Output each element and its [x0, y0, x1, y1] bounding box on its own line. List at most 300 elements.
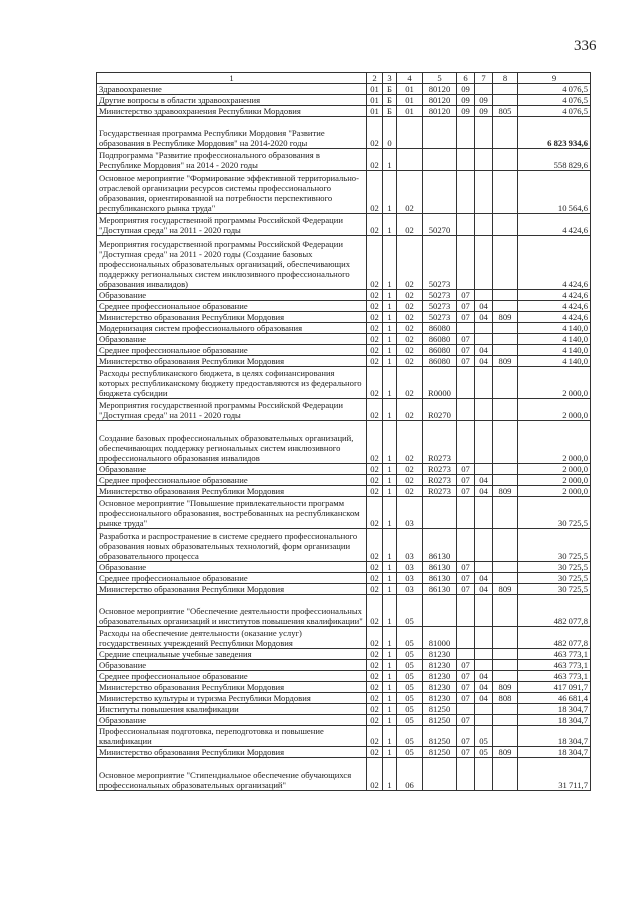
activity-code-cell: 01 [397, 95, 423, 106]
table-row [97, 692, 591, 703]
activity-code-cell: 02 [397, 366, 423, 398]
activity-code-cell: 02 [397, 344, 423, 355]
row-name-cell: Образование [97, 289, 367, 300]
ministry-code-cell [493, 594, 518, 626]
col-header-name: 1 [97, 73, 367, 84]
direction-code-cell: 81250 [423, 725, 457, 747]
amount-cell: 4 076,5 [518, 106, 591, 117]
section-code-cell: 07 [457, 725, 475, 747]
table-row [97, 627, 591, 649]
subprogram-code-cell: 1 [383, 648, 397, 659]
program-code-cell: 02 [367, 300, 383, 311]
program-code-cell: 02 [367, 399, 383, 421]
activity-code-cell: 03 [397, 572, 423, 583]
direction-code-cell [423, 149, 457, 171]
amount-cell: 4 424,6 [518, 289, 591, 300]
table-row [97, 681, 591, 692]
program-code-cell: 02 [367, 355, 383, 366]
amount-cell: 2 000,0 [518, 366, 591, 398]
activity-code-cell: 01 [397, 84, 423, 95]
subprogram-code-cell: 1 [383, 725, 397, 747]
direction-code-cell: 50273 [423, 289, 457, 300]
amount-cell: 4 140,0 [518, 322, 591, 333]
ministry-code-cell [493, 420, 518, 463]
subprogram-code-cell: Б [383, 106, 397, 117]
program-code-cell: 02 [367, 496, 383, 528]
program-code-cell: 02 [367, 758, 383, 790]
activity-code-cell: 05 [397, 725, 423, 747]
section-code-cell: 07 [457, 572, 475, 583]
row-name-cell: Министерство образования Республики Мордовия [97, 747, 367, 758]
subprogram-code-cell: 1 [383, 463, 397, 474]
activity-code-cell: 02 [397, 420, 423, 463]
direction-code-cell: R0270 [423, 399, 457, 421]
section-code-cell [457, 214, 475, 236]
section-code-cell: 07 [457, 355, 475, 366]
subprogram-code-cell: 1 [383, 300, 397, 311]
subprogram-code-cell: 1 [383, 692, 397, 703]
ministry-code-cell [493, 529, 518, 561]
subsection-code-cell [475, 714, 493, 725]
amount-cell: 4 140,0 [518, 355, 591, 366]
amount-cell: 18 304,7 [518, 703, 591, 714]
activity-code-cell: 02 [397, 474, 423, 485]
subsection-code-cell [475, 399, 493, 421]
subsection-code-cell: 04 [475, 583, 493, 594]
amount-cell: 30 725,5 [518, 496, 591, 528]
header-row [97, 73, 591, 84]
subprogram-code-cell: Б [383, 84, 397, 95]
direction-code-cell: 81230 [423, 681, 457, 692]
amount-cell: 558 829,6 [518, 149, 591, 171]
subsection-code-cell: 09 [475, 106, 493, 117]
subprogram-code-cell: 1 [383, 333, 397, 344]
activity-code-cell: 06 [397, 758, 423, 790]
direction-code-cell: 81230 [423, 648, 457, 659]
ministry-code-cell [493, 561, 518, 572]
ministry-code-cell [493, 670, 518, 681]
activity-code-cell: 02 [397, 355, 423, 366]
row-name-cell: Образование [97, 714, 367, 725]
activity-code-cell: 03 [397, 561, 423, 572]
ministry-code-cell: 809 [493, 681, 518, 692]
program-code-cell: 02 [367, 681, 383, 692]
subprogram-code-cell: 1 [383, 420, 397, 463]
table-row [97, 496, 591, 528]
section-code-cell [457, 758, 475, 790]
row-name-cell: Расходы на обеспечение деятельности (оказание услуг) государственных учреждений Республики Мордовия [97, 627, 367, 649]
table-row [97, 474, 591, 485]
amount-cell: 463 773,1 [518, 648, 591, 659]
activity-code-cell: 02 [397, 333, 423, 344]
subsection-code-cell: 04 [475, 344, 493, 355]
table-row [97, 485, 591, 496]
ministry-code-cell: 809 [493, 583, 518, 594]
direction-code-cell: 50273 [423, 311, 457, 322]
amount-cell: 30 725,5 [518, 561, 591, 572]
amount-cell: 18 304,7 [518, 714, 591, 725]
row-name-cell: Подпрограмма "Развитие профессионального образования в Республике Мордовия" на 2014 - 2020 годы [97, 149, 367, 171]
table-row [97, 149, 591, 171]
direction-code-cell: 86080 [423, 322, 457, 333]
subsection-code-cell: 04 [475, 355, 493, 366]
row-name-cell: Министерство образования Республики Мордовия [97, 681, 367, 692]
col-header-program: 2 [367, 73, 383, 84]
activity-code-cell: 02 [397, 485, 423, 496]
amount-cell: 18 304,7 [518, 725, 591, 747]
program-code-cell: 02 [367, 289, 383, 300]
section-code-cell: 07 [457, 714, 475, 725]
direction-code-cell [423, 117, 457, 149]
section-code-cell: 07 [457, 747, 475, 758]
section-code-cell [457, 235, 475, 289]
direction-code-cell: R0000 [423, 366, 457, 398]
subprogram-code-cell: 1 [383, 289, 397, 300]
ministry-code-cell [493, 322, 518, 333]
direction-code-cell: 86130 [423, 572, 457, 583]
row-name-cell: Модернизация систем профессионального образования [97, 322, 367, 333]
row-name-cell: Основное мероприятие "Формирование эффективной территориально-отраслевой организации ресурсов системы профессионального образования, ориентированной на потребности перспективного республиканского рынка труда" [97, 170, 367, 213]
col-header-section: 6 [457, 73, 475, 84]
row-name-cell: Основное мероприятие "Стипендиальное обеспечение обучающихся профессиональных образовательных организаций" [97, 758, 367, 790]
amount-cell: 4 140,0 [518, 344, 591, 355]
row-name-cell: Здравоохранение [97, 84, 367, 95]
amount-cell: 482 077,8 [518, 627, 591, 649]
section-code-cell [457, 399, 475, 421]
table-row [97, 117, 591, 149]
table-row [97, 703, 591, 714]
direction-code-cell: 86130 [423, 583, 457, 594]
table-row [97, 572, 591, 583]
program-code-cell: 02 [367, 583, 383, 594]
subprogram-code-cell: Б [383, 95, 397, 106]
row-name-cell: Профессиональная подготовка, переподготовка и повышение квалификации [97, 725, 367, 747]
program-code-cell: 02 [367, 463, 383, 474]
row-name-cell: Государственная программа Республики Мордовия "Развитие образования в Республике Мордовия" на 2014-2020 годы [97, 117, 367, 149]
activity-code-cell: 05 [397, 692, 423, 703]
subprogram-code-cell: 1 [383, 627, 397, 649]
program-code-cell: 02 [367, 659, 383, 670]
col-header-direction: 5 [423, 73, 457, 84]
amount-cell: 2 000,0 [518, 420, 591, 463]
section-code-cell: 07 [457, 311, 475, 322]
row-name-cell: Среднее профессиональное образование [97, 572, 367, 583]
col-header-subprogram: 3 [383, 73, 397, 84]
program-code-cell: 01 [367, 95, 383, 106]
col-header-amount: 9 [518, 73, 591, 84]
direction-code-cell: 86080 [423, 355, 457, 366]
amount-cell: 417 091,7 [518, 681, 591, 692]
program-code-cell: 02 [367, 594, 383, 626]
row-name-cell: Министерство образования Республики Мордовия [97, 355, 367, 366]
amount-cell: 4 076,5 [518, 84, 591, 95]
activity-code-cell: 05 [397, 747, 423, 758]
amount-cell: 4 140,0 [518, 333, 591, 344]
subsection-code-cell [475, 117, 493, 149]
program-code-cell: 02 [367, 366, 383, 398]
program-code-cell: 02 [367, 703, 383, 714]
activity-code-cell [397, 117, 423, 149]
ministry-code-cell [493, 572, 518, 583]
subprogram-code-cell: 1 [383, 670, 397, 681]
direction-code-cell [423, 496, 457, 528]
row-name-cell: Расходы республиканского бюджета, в целях софинансирования которых республиканскому бюджету предоставляются из федерального бюджета субсидии [97, 366, 367, 398]
program-code-cell: 02 [367, 714, 383, 725]
section-code-cell: 07 [457, 561, 475, 572]
ministry-code-cell [493, 725, 518, 747]
section-code-cell: 07 [457, 474, 475, 485]
section-code-cell: 07 [457, 344, 475, 355]
subsection-code-cell [475, 758, 493, 790]
subprogram-code-cell: 1 [383, 703, 397, 714]
activity-code-cell: 03 [397, 583, 423, 594]
amount-cell: 2 000,0 [518, 485, 591, 496]
section-code-cell [457, 648, 475, 659]
row-name-cell: Министерство культуры и туризма Республики Мордовия [97, 692, 367, 703]
section-code-cell [457, 594, 475, 626]
table-row [97, 648, 591, 659]
activity-code-cell [397, 149, 423, 171]
amount-cell: 18 304,7 [518, 747, 591, 758]
program-code-cell: 02 [367, 648, 383, 659]
program-code-cell: 02 [367, 572, 383, 583]
table-row [97, 725, 591, 747]
program-code-cell: 02 [367, 311, 383, 322]
ministry-code-cell [493, 366, 518, 398]
program-code-cell: 02 [367, 344, 383, 355]
ministry-code-cell [493, 170, 518, 213]
activity-code-cell: 05 [397, 670, 423, 681]
program-code-cell: 02 [367, 149, 383, 171]
table-row [97, 747, 591, 758]
subsection-code-cell: 04 [475, 300, 493, 311]
ministry-code-cell [493, 714, 518, 725]
subprogram-code-cell: 1 [383, 149, 397, 171]
direction-code-cell: R0273 [423, 420, 457, 463]
direction-code-cell: 80120 [423, 84, 457, 95]
ministry-code-cell [493, 214, 518, 236]
program-code-cell: 02 [367, 627, 383, 649]
amount-cell: 30 725,5 [518, 572, 591, 583]
amount-cell: 2 000,0 [518, 474, 591, 485]
subsection-code-cell: 04 [475, 681, 493, 692]
amount-cell: 4 424,6 [518, 235, 591, 289]
activity-code-cell: 02 [397, 170, 423, 213]
program-code-cell: 02 [367, 322, 383, 333]
section-code-cell: 07 [457, 485, 475, 496]
ministry-code-cell [493, 344, 518, 355]
table-row [97, 355, 591, 366]
row-name-cell: Основное мероприятие "Повышение привлекательности программ профессионального образования, востребованных на республиканском рынке труда" [97, 496, 367, 528]
section-code-cell [457, 627, 475, 649]
table-row [97, 583, 591, 594]
program-code-cell: 02 [367, 561, 383, 572]
row-name-cell: Мероприятия государственной программы Российской Федерации "Доступная среда" на 2011 - 2020 годы (Создание базовых профессиональных образовательных организаций, обеспечивающих поддержку региональных систем инклюзивного профессионального образования инвалидов) [97, 235, 367, 289]
section-code-cell: 09 [457, 106, 475, 117]
row-name-cell: Образование [97, 659, 367, 670]
table-row [97, 235, 591, 289]
subprogram-code-cell: 1 [383, 399, 397, 421]
program-code-cell: 02 [367, 170, 383, 213]
direction-code-cell [423, 758, 457, 790]
row-name-cell: Институты повышения квалификации [97, 703, 367, 714]
direction-code-cell: 81250 [423, 747, 457, 758]
program-code-cell: 02 [367, 474, 383, 485]
table-row [97, 95, 591, 106]
ministry-code-cell [493, 399, 518, 421]
section-code-cell: 07 [457, 659, 475, 670]
activity-code-cell: 03 [397, 529, 423, 561]
subprogram-code-cell: 1 [383, 659, 397, 670]
row-name-cell: Образование [97, 463, 367, 474]
table-row [97, 529, 591, 561]
subsection-code-cell: 05 [475, 725, 493, 747]
subsection-code-cell [475, 496, 493, 528]
ministry-code-cell [493, 627, 518, 649]
program-code-cell: 02 [367, 670, 383, 681]
section-code-cell: 07 [457, 289, 475, 300]
activity-code-cell: 03 [397, 496, 423, 528]
subsection-code-cell [475, 214, 493, 236]
ministry-code-cell [493, 333, 518, 344]
section-code-cell [457, 149, 475, 171]
ministry-code-cell [493, 474, 518, 485]
section-code-cell: 07 [457, 692, 475, 703]
table-row [97, 214, 591, 236]
subprogram-code-cell: 1 [383, 235, 397, 289]
row-name-cell: Среднее профессиональное образование [97, 670, 367, 681]
ministry-code-cell [493, 149, 518, 171]
col-header-activity: 4 [397, 73, 423, 84]
table-row [97, 463, 591, 474]
direction-code-cell [423, 594, 457, 626]
row-name-cell: Создание базовых профессиональных образовательных организаций, обеспечивающих поддержку региональных систем инклюзивного профессионального образования инвалидов [97, 420, 367, 463]
table-row [97, 106, 591, 117]
table-row [97, 594, 591, 626]
ministry-code-cell [493, 84, 518, 95]
section-code-cell: 07 [457, 300, 475, 311]
table-row [97, 659, 591, 670]
ministry-code-cell [493, 289, 518, 300]
ministry-code-cell [493, 648, 518, 659]
section-code-cell: 09 [457, 84, 475, 95]
row-name-cell: Мероприятия государственной программы Российской Федерации "Доступная среда" на 2011 - 2020 годы [97, 214, 367, 236]
activity-code-cell: 02 [397, 235, 423, 289]
table-row [97, 714, 591, 725]
subprogram-code-cell: 1 [383, 681, 397, 692]
subsection-code-cell [475, 420, 493, 463]
ministry-code-cell [493, 703, 518, 714]
table-row [97, 300, 591, 311]
subsection-code-cell [475, 529, 493, 561]
table-row [97, 420, 591, 463]
amount-cell: 463 773,1 [518, 659, 591, 670]
subprogram-code-cell: 1 [383, 366, 397, 398]
ministry-code-cell: 808 [493, 692, 518, 703]
table-row [97, 399, 591, 421]
program-code-cell: 02 [367, 214, 383, 236]
amount-cell: 6 823 934,6 [518, 117, 591, 149]
direction-code-cell: 50270 [423, 214, 457, 236]
activity-code-cell: 05 [397, 714, 423, 725]
table-row [97, 670, 591, 681]
table-row [97, 333, 591, 344]
table-row [97, 758, 591, 790]
ministry-code-cell [493, 117, 518, 149]
ministry-code-cell [493, 659, 518, 670]
subsection-code-cell: 04 [475, 670, 493, 681]
row-name-cell: Другие вопросы в области здравоохранения [97, 95, 367, 106]
program-code-cell: 01 [367, 106, 383, 117]
col-header-subsection: 7 [475, 73, 493, 84]
amount-cell: 4 076,5 [518, 95, 591, 106]
direction-code-cell: 86130 [423, 529, 457, 561]
subprogram-code-cell: 1 [383, 594, 397, 626]
section-code-cell [457, 529, 475, 561]
table-row [97, 344, 591, 355]
activity-code-cell: 01 [397, 106, 423, 117]
section-code-cell [457, 420, 475, 463]
direction-code-cell: 50273 [423, 235, 457, 289]
subsection-code-cell: 04 [475, 485, 493, 496]
row-name-cell: Образование [97, 333, 367, 344]
section-code-cell [457, 496, 475, 528]
row-name-cell: Образование [97, 561, 367, 572]
subprogram-code-cell: 1 [383, 496, 397, 528]
amount-cell: 2 000,0 [518, 463, 591, 474]
amount-cell: 10 564,6 [518, 170, 591, 213]
row-name-cell: Министерство образования Республики Мордовия [97, 583, 367, 594]
program-code-cell: 02 [367, 529, 383, 561]
activity-code-cell: 02 [397, 300, 423, 311]
subsection-code-cell [475, 366, 493, 398]
amount-cell: 30 725,5 [518, 529, 591, 561]
subsection-code-cell: 04 [475, 311, 493, 322]
activity-code-cell: 02 [397, 399, 423, 421]
activity-code-cell: 02 [397, 463, 423, 474]
page-number: 336 [574, 38, 597, 54]
activity-code-cell: 05 [397, 681, 423, 692]
row-name-cell: Министерство образования Республики Мордовия [97, 485, 367, 496]
subprogram-code-cell: 1 [383, 474, 397, 485]
section-code-cell: 07 [457, 681, 475, 692]
ministry-code-cell [493, 463, 518, 474]
subprogram-code-cell: 1 [383, 714, 397, 725]
ministry-code-cell [493, 95, 518, 106]
subsection-code-cell [475, 463, 493, 474]
subsection-code-cell [475, 648, 493, 659]
direction-code-cell: 86080 [423, 344, 457, 355]
subsection-code-cell: 05 [475, 747, 493, 758]
ministry-code-cell [493, 758, 518, 790]
row-name-cell: Основное мероприятие "Обеспечение деятельности профессиональных образовательных организаций и институтов повышения квалификации" [97, 594, 367, 626]
row-name-cell: Министерство здравоохранения Республики Мордовия [97, 106, 367, 117]
direction-code-cell: 81250 [423, 703, 457, 714]
row-name-cell: Средние специальные учебные заведения [97, 648, 367, 659]
row-name-cell: Среднее профессиональное образование [97, 344, 367, 355]
ministry-code-cell [493, 235, 518, 289]
amount-cell: 482 077,8 [518, 594, 591, 626]
subprogram-code-cell: 1 [383, 355, 397, 366]
row-name-cell: Среднее профессиональное образование [97, 474, 367, 485]
activity-code-cell: 02 [397, 322, 423, 333]
subsection-code-cell [475, 703, 493, 714]
subsection-code-cell: 09 [475, 95, 493, 106]
section-code-cell [457, 322, 475, 333]
table-row [97, 311, 591, 322]
subsection-code-cell [475, 149, 493, 171]
ministry-code-cell: 809 [493, 355, 518, 366]
